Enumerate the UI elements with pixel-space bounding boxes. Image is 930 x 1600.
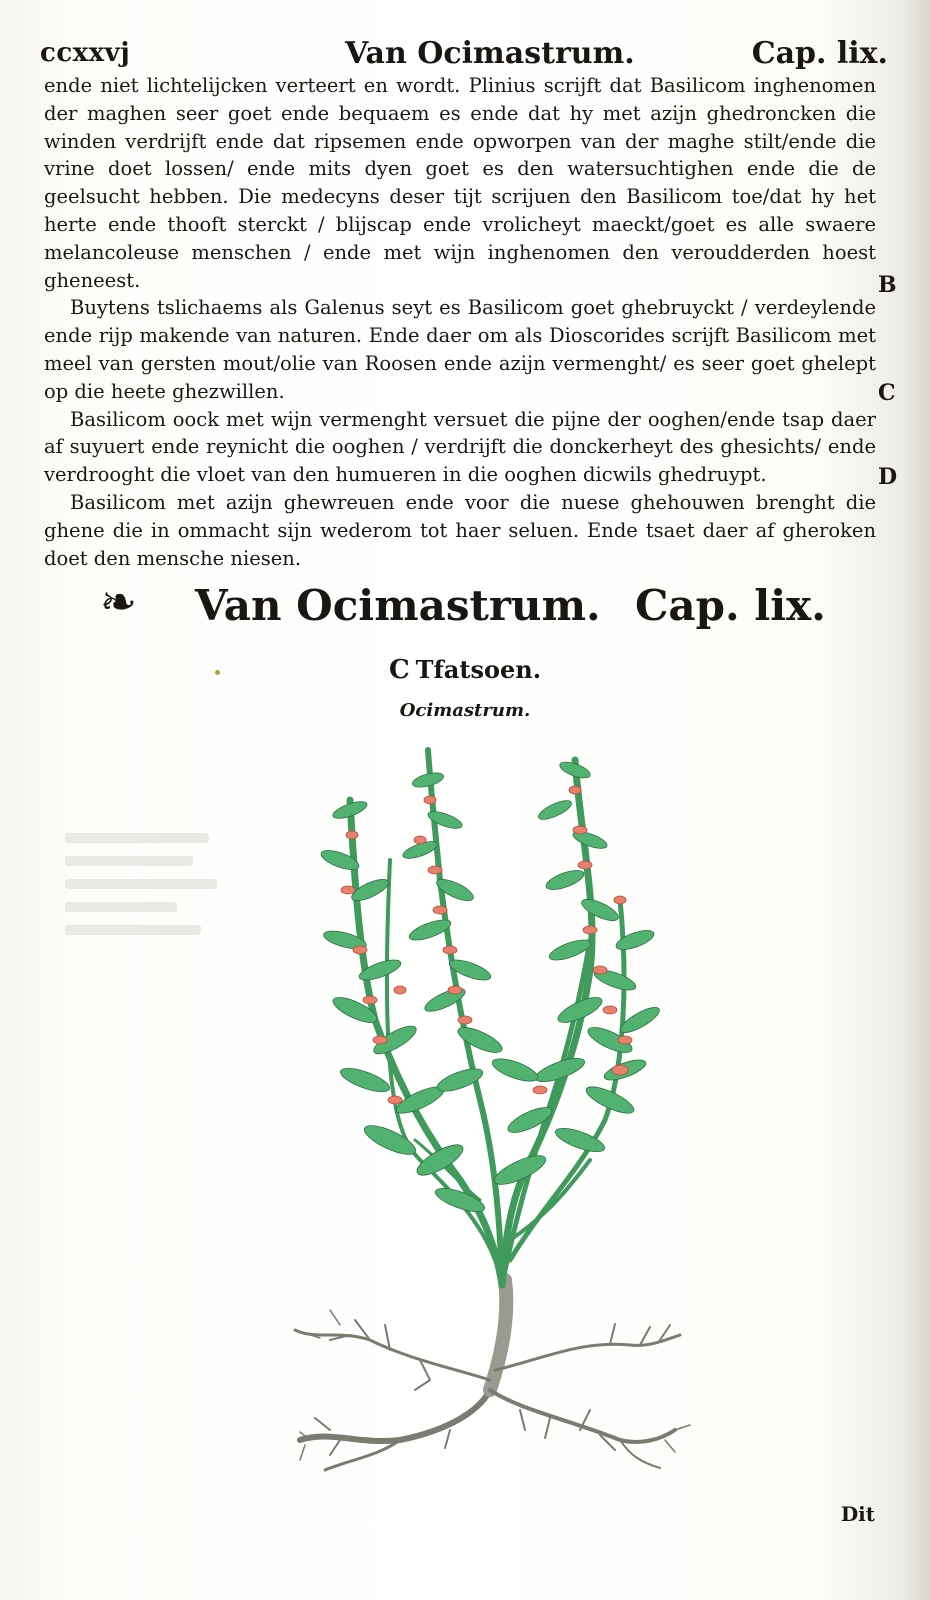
subheading xyxy=(0,655,930,685)
bleed-through-text xyxy=(65,820,225,970)
paragraph: Basilicom met azijn ghewreuen ende voor die nuese ghehouwen brenght die ghene die in ommacht sijn wederom tot haer seluen. Ende tsaet daer af gheroken doet den mensche niesen. xyxy=(44,490,876,570)
margin-letter-b: B xyxy=(878,272,897,298)
section-title: Van Ocimastrum. xyxy=(195,581,601,630)
paragraph: ende niet lichtelijcken verteert en wordt. Plinius scrijft dat Basilicom inghenomen der maghen seer goet ende bequaem es ende dat hy met azijn ghedroncken die winden verdrijft ende dat ripsemen ende opworpen van der maghe stilt/ende die vrine doet lossen/ ende mits dyen goet es den watersuchtighen ende die de geelsucht hebben. Die medecyns deser tijt scrijuen den Basilicom toe/dat hy het herte ende thooft sterckt / blijscap ende vrolicheyt maeckt/goet es alle swaere melancoleuse menschen / ende met wijn inghenomen den veroudderden hoest gheneest. xyxy=(44,74,876,292)
page-header xyxy=(40,18,888,71)
root-system xyxy=(295,1280,690,1470)
catchword: Dit xyxy=(840,1502,875,1526)
body-text xyxy=(44,72,876,572)
header-chapter: Cap. lix. xyxy=(751,36,888,71)
section-heading xyxy=(100,575,840,635)
ocimastrum-woodcut-illustration xyxy=(280,740,700,1480)
paragraph: Basilicom oock met wijn vermenght versuet die pijne der ooghen/ende tsap daer af suyuert ende reynicht die ooghen / verdrijft die donckerheyt des ghesichts/ ende verdrooght die vloet van den humueren in die ooghen dicwils ghedruypt. xyxy=(44,407,876,487)
paragraph: Buytens tslichaems als Galenus seyt es Basilicom goet ghebruyckt / verdeylende ende rijp makende van naturen. Ende daer om als Dioscorides scrijft Basilicom met meel van gersten mout/olie van Roosen ende azijn vermenght/ es seer goet ghelept op die heete ghezwillen. xyxy=(44,296,876,403)
folio-number: ccxxvj xyxy=(40,38,131,68)
figure-caption: Ocimastrum. xyxy=(399,700,531,721)
margin-letter-c: C xyxy=(878,380,896,406)
pilcrow-icon: C xyxy=(388,655,410,685)
section-chapter: Cap. lix. xyxy=(635,581,826,630)
running-title: Van Ocimastrum. xyxy=(345,36,635,71)
fleuron-icon: ❧ xyxy=(100,577,137,628)
subheading-text: Tfatsoen. xyxy=(415,655,542,684)
margin-letter-d: D xyxy=(878,464,898,490)
